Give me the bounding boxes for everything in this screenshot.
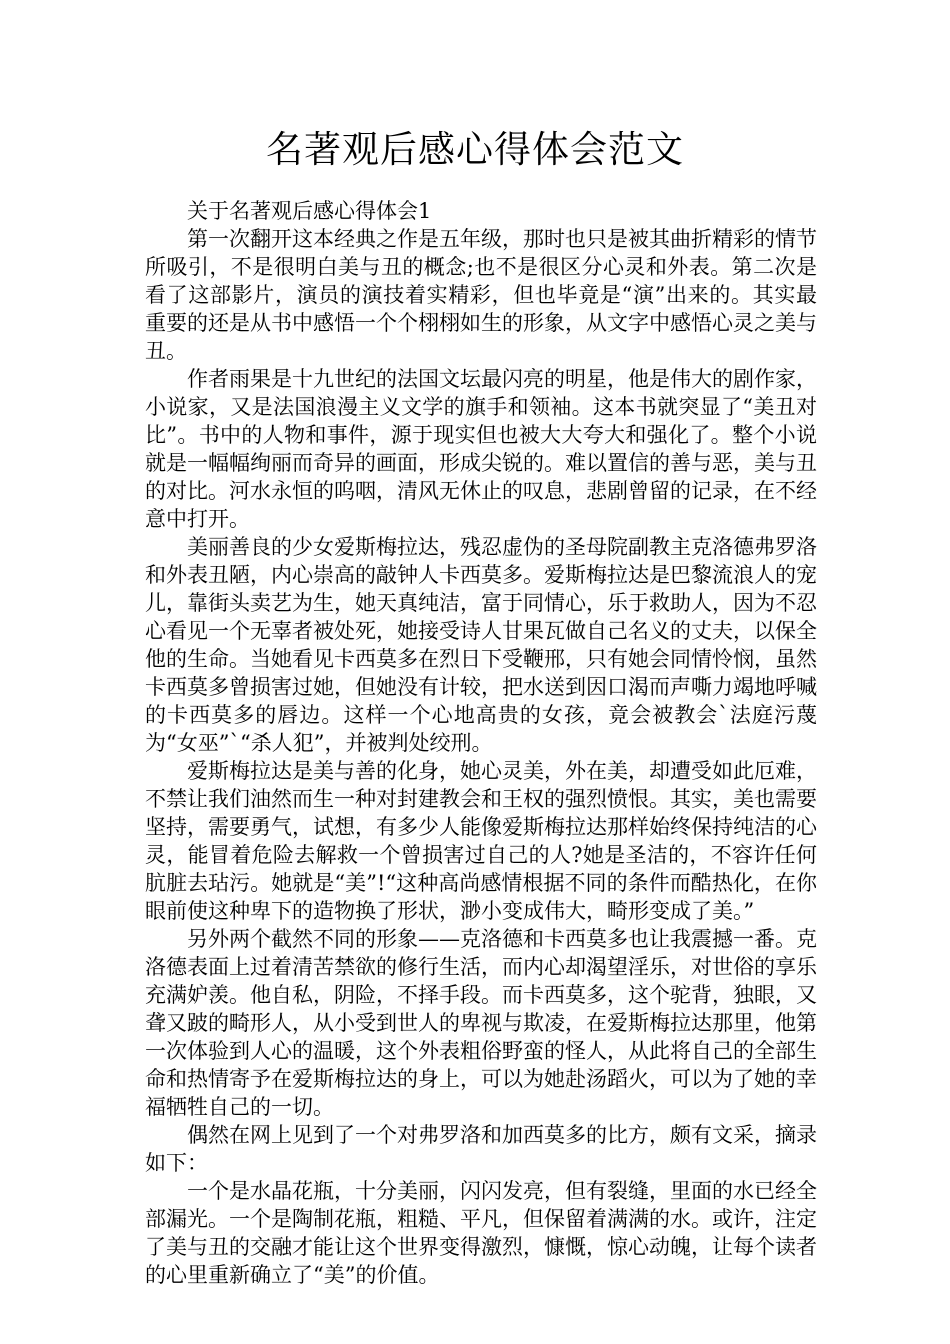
paragraph: 爱斯梅拉达是美与善的化身，她心灵美，外在美，却遭受如此厄难，不禁让我们油然而生一种对封建教会和王权的强烈愤恨。其实，美也需要坚持，需要勇气，试想，有多少人能像爱斯梅拉达那样始终保持纯洁的心灵，能冒着危险去解救一个曾损害过自己的人?她是圣洁的，不容许任何肮脏去玷污。她就是“美”!“这种高尚感情根据不同的条件而酷热化，在你眼前使这种卑下的造物换了形状，渺小变成伟大，畸形变成了美。” xyxy=(145,759,817,923)
paragraph: 作者雨果是十九世纪的法国文坛最闪亮的明星，他是伟大的剧作家，小说家，又是法国浪漫主义文学的旗手和领袖。这本书就突显了“美丑对比”。书中的人物和事件，源于现实但也被大大夸大和强化了。整个小说就是一幅幅绚丽而奇异的画面，形成尖锐的。难以置信的善与恶，美与丑的对比。河水永恒的呜咽，清风无休止的叹息，悲剧曾留的记录，在不经意中打开。 xyxy=(145,367,817,531)
paragraph: 美丽善良的少女爱斯梅拉达，残忍虚伪的圣母院副教主克洛德弗罗洛和外表丑陋，内心崇高的敲钟人卡西莫多。爱斯梅拉达是巴黎流浪人的宠儿，靠街头卖艺为生，她天真纯洁，富于同情心，乐于救助人，因为不忍心看见一个无辜者被处死，她接受诗人甘果瓦做自己名义的丈夫，以保全他的生命。当她看见卡西莫多在烈日下受鞭邢，只有她会同情怜悯，虽然卡西莫多曾损害过她，但她没有计较，把水送到因口渴而声嘶力竭地呼喊的卡西莫多的唇边。这样一个心地高贵的女孩，竟会被教会`法庭污蔑为“女巫”`“杀人犯”，并被判处绞刑。 xyxy=(145,535,817,755)
paragraph: 第一次翻开这本经典之作是五年级，那时也只是被其曲折精彩的情节所吸引，不是很明白美与丑的概念;也不是很区分心灵和外表。第二次是看了这部影片，演员的演技着实精彩，但也毕竟是“演”出来的。其实最重要的还是从书中感悟一个个栩栩如生的形象，从文字中感悟心灵之美与丑。 xyxy=(145,227,817,363)
section-heading: 关于名著观后感心得体会1 xyxy=(187,199,432,223)
document-title: 名著观后感心得体会范文 xyxy=(266,128,684,171)
paragraph: 另外两个截然不同的形象——克洛德和卡西莫多也让我震撼一番。克洛德表面上过着清苦禁欲的修行生活，而内心却渴望淫乐，对世俗的享乐充满妒羡。他自私，阴险，不择手段。而卡西莫多，这个驼背，独眼，又聋又跛的畸形人，从小受到世人的卑视与欺凌，在爱斯梅拉达那里，他第一次体验到人心的温暖，这个外表粗俗野蛮的怪人，从此将自己的全部生命和热情寄予在爱斯梅拉达的身上，可以为她赴汤蹈火，可以为了她的幸福牺牲自己的一切。 xyxy=(145,927,817,1119)
paragraph: 偶然在网上见到了一个对弗罗洛和加西莫多的比方，颇有文采，摘录如下： xyxy=(145,1123,817,1175)
paragraph: 一个是水晶花瓶，十分美丽，闪闪发亮，但有裂缝，里面的水已经全部漏光。一个是陶制花瓶，粗糙、平凡，但保留着满满的水。或许，注定了美与丑的交融才能让这个世界变得激烈，慷慨，惊心动魄，让每个读者的心里重新确立了“美”的价值。 xyxy=(145,1179,817,1287)
document-body xyxy=(145,197,817,1289)
